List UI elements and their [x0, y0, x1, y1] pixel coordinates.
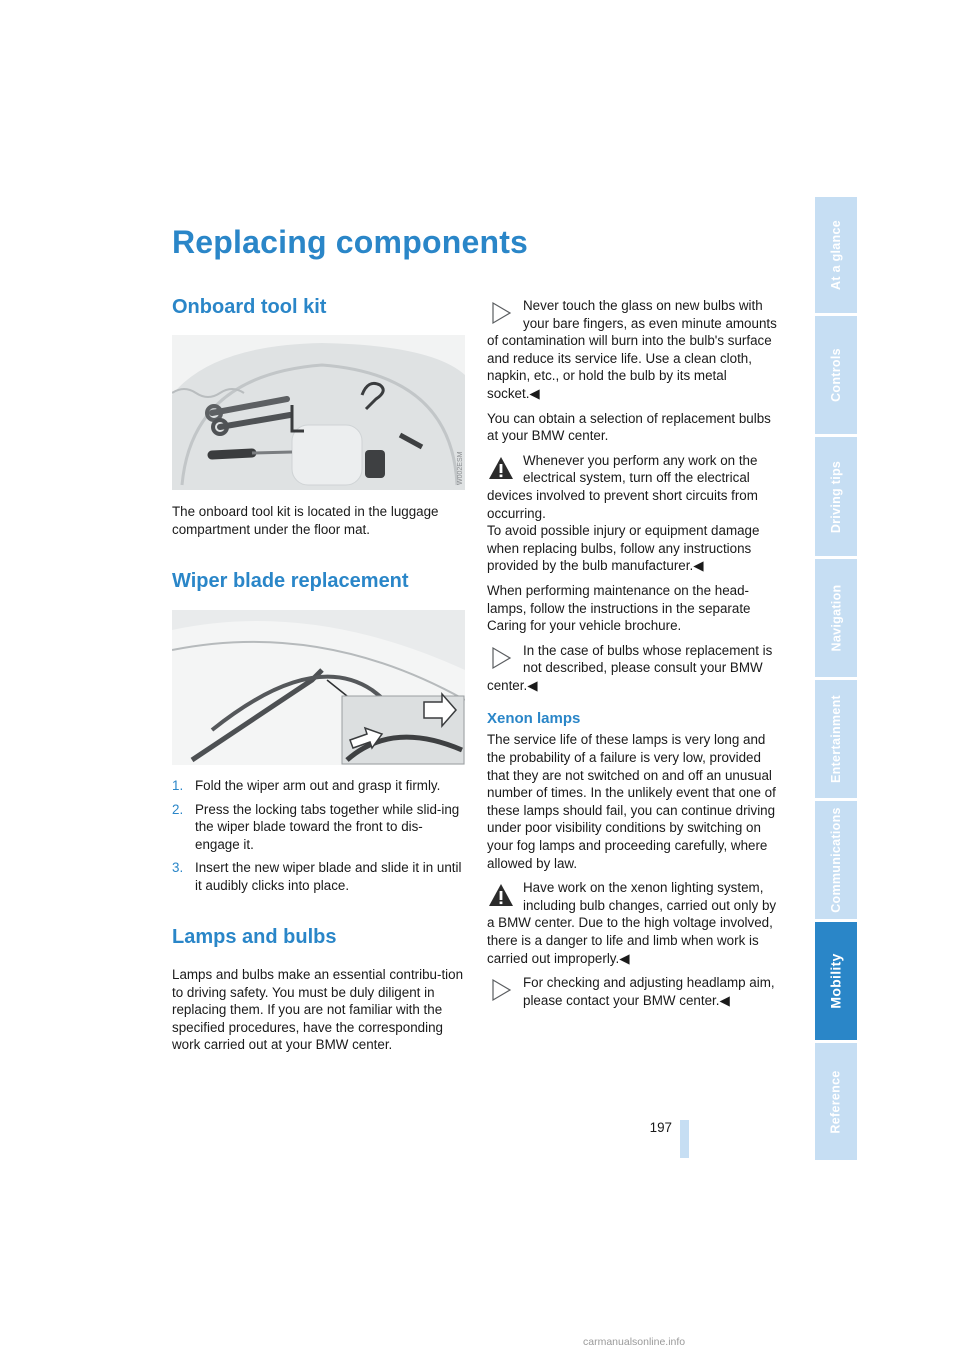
side-tab-navigation — [815, 197, 857, 1160]
headlamp-maintenance-text: When performing maintenance on the head-lamps, follow the instructions in the separate Caring for your vehicle brochure. — [487, 582, 751, 634]
watermark: carmanualsonline.info — [583, 1336, 686, 1348]
note-triangle-icon — [487, 976, 515, 1004]
warning-bulb-manufacturer: To avoid possible injury or equipment damage when replacing bulbs, follow any instructions provided by the bulb manufacturer.◀ — [487, 523, 760, 574]
onboard-tool-kit-text: The onboard tool kit is located in the luggage compartment under the floor mat. — [172, 504, 439, 537]
warning-block — [487, 879, 780, 967]
tab-mobility[interactable]: Mobility — [815, 922, 857, 1040]
section-heading-onboard-tool-kit: Onboard tool kit — [172, 296, 327, 318]
list-item: 1. Fold the wiper arm out and grasp it firmly. — [172, 778, 441, 793]
warning-icon — [487, 454, 515, 482]
note-block — [487, 974, 780, 1009]
page-number-bar — [680, 1120, 689, 1158]
tool-kit-image — [172, 335, 465, 490]
tab-driving-tips[interactable]: Driving tips — [815, 437, 857, 556]
wiper-blade-image — [172, 610, 465, 765]
note-block — [487, 642, 780, 695]
warning-icon — [487, 881, 515, 909]
wiper-illustration — [172, 610, 465, 765]
lamps-and-bulbs-text: Lamps and bulbs make an essential contribu-tion to driving safety. You must be duly diligent in replacing them. If you are not familiar with the specified procedures, have the corresponding work carried out at your BMW center. — [172, 967, 464, 1053]
tab-entertainment[interactable]: Entertainment — [815, 680, 857, 798]
warning-electrical-system: Whenever you perform any work on the electrical system, turn off the electrical devices involved to prevent short circuits from occurring. — [487, 452, 758, 521]
subsection-heading-xenon-lamps: Xenon lamps — [487, 710, 581, 728]
section-heading-wiper-blade: Wiper blade replacement — [172, 570, 409, 592]
xenon-lamps-text: The service life of these lamps is very long and the probability of a failure is very low, provided that they are not switched on and off an unusual number of times. In the unlikely event that one of these lamps should fail, you can continue driving under poor visibility conditions by switching on your fog lamps and proceeding carefully, where allowed by law. — [487, 732, 776, 871]
tab-communications[interactable]: Communications — [815, 801, 857, 919]
tool-kit-illustration — [172, 335, 465, 490]
warning-xenon-system: Have work on the xenon lighting system, including bulb changes, carried out only by a BMW center. Due to the high voltage involved, there is a danger to life and limb when work is carried out improperly.◀ — [487, 880, 777, 966]
section-heading-lamps-and-bulbs: Lamps and bulbs — [172, 926, 337, 948]
wiper-steps-list — [172, 777, 464, 901]
replacement-bulbs-text: You can obtain a selection of replacement bulbs at your BMW center. — [487, 410, 771, 444]
page-title: Replacing components — [172, 224, 529, 260]
note-headlamp-aim: For checking and adjusting headlamp aim, please contact your BMW center.◀ — [523, 975, 775, 1008]
right-column — [487, 297, 780, 1016]
image-code: W002ESM — [457, 451, 464, 485]
list-item: 2. Press the locking tabs together while slid-ing the wiper blade toward the front to dis-engage it. — [172, 801, 460, 852]
tab-controls[interactable]: Controls — [815, 316, 857, 434]
note-block — [487, 297, 780, 403]
note-bulb-not-described: In the case of bulbs whose replacement is not described, please consult your BMW center.◀ — [487, 642, 773, 693]
list-item: 3. Insert the new wiper blade and slide it in until it audibly clicks into place. — [172, 860, 462, 893]
note-bulb-glass: Never touch the glass on new bulbs with your bare fingers, as even minute amounts of contamination will burn into the bulb's surface and reduce its service life. Use a clean cloth, napkin, etc., or hold the bulb by its metal socket.◀ — [487, 298, 777, 401]
page-number: 197 — [649, 1120, 672, 1135]
tab-at-a-glance[interactable]: At a glance — [815, 197, 857, 313]
tab-reference[interactable]: Reference — [815, 1043, 857, 1160]
warning-block — [487, 452, 780, 522]
note-triangle-icon — [487, 299, 515, 327]
tab-navigation[interactable]: Navigation — [815, 559, 857, 677]
note-triangle-icon — [487, 644, 515, 672]
